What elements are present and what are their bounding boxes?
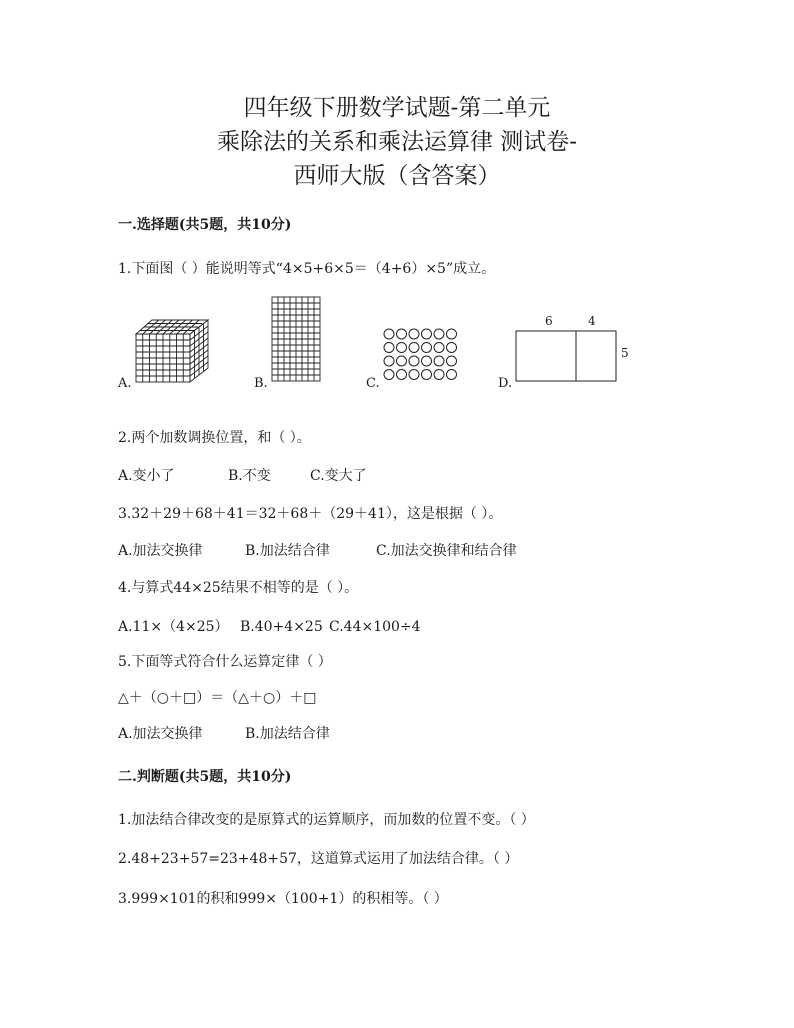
judge-item-1: 1.加法结合律改变的是原算式的运算顺序，而加数的位置不变。（ ） bbox=[118, 812, 535, 828]
q2-option-b: B.不变 bbox=[228, 468, 271, 484]
circle-mark bbox=[422, 343, 432, 353]
circle-mark bbox=[434, 329, 444, 339]
q1-text: 1.下面图（ ）能说明等式“4×5+6×5＝（4+6）×5”成立。 bbox=[118, 261, 496, 277]
q4-option-a: A.11×（4×25） bbox=[118, 619, 229, 635]
circle-mark bbox=[397, 356, 407, 366]
cube-grid-figure bbox=[134, 318, 212, 384]
q3-option-b: B.加法结合律 bbox=[245, 543, 330, 559]
circle-mark bbox=[384, 356, 394, 366]
q3-options bbox=[118, 540, 517, 560]
q5-options bbox=[118, 723, 330, 743]
judge-item-3: 3.999×101的积和999×（100+1）的积相等。（ ） bbox=[118, 891, 448, 907]
circle-mark bbox=[422, 356, 432, 366]
circle-mark bbox=[434, 343, 444, 353]
circle-mark bbox=[422, 329, 432, 339]
q2-option-c: C.变大了 bbox=[310, 468, 367, 484]
circles-array-figure bbox=[383, 328, 461, 384]
circle-mark bbox=[447, 370, 457, 380]
q3-option-a: A.加法交换律 bbox=[118, 543, 203, 559]
q4-option-b: B.40+4×25 bbox=[240, 619, 323, 635]
section-1-heading: 一.选择题(共5题，共10分) bbox=[118, 217, 292, 233]
q3-text: 3.32＋29＋68＋41＝32＋68＋（29＋41），这是根据（ ）。 bbox=[118, 506, 503, 522]
section-2-heading: 二.判断题(共5题，共10分) bbox=[118, 769, 292, 785]
q1-option-c-label: C. bbox=[366, 376, 380, 391]
circle-mark bbox=[409, 356, 419, 366]
circle-mark bbox=[397, 343, 407, 353]
judge-item-2: 2.48+23+57=23+48+57，这道算式运用了加法结合律。（ ） bbox=[118, 851, 519, 867]
circle-mark bbox=[447, 329, 457, 339]
q5-text: 5.下面等式符合什么运算定律（ ） bbox=[118, 654, 332, 670]
rect-label-five: 5 bbox=[621, 346, 629, 360]
title-line-2: 乘除法的关系和乘法运算律 测试卷- bbox=[216, 129, 578, 155]
q5-option-a: A.加法交换律 bbox=[118, 726, 203, 742]
circle-mark bbox=[384, 329, 394, 339]
rect-label-six: 6 bbox=[545, 314, 553, 328]
circle-mark bbox=[447, 356, 457, 366]
q1-option-d-label: D. bbox=[498, 376, 513, 391]
q1-option-b-label: B. bbox=[254, 376, 268, 391]
q4-text: 4.与算式44×25结果不相等的是（ ）。 bbox=[118, 580, 359, 596]
circle-mark bbox=[447, 343, 457, 353]
circle-mark bbox=[409, 370, 419, 380]
q2-options bbox=[118, 465, 367, 485]
q5-option-b: B.加法结合律 bbox=[245, 726, 330, 742]
circle-mark bbox=[422, 370, 432, 380]
q1-option-a-label: A. bbox=[118, 376, 132, 391]
circle-mark bbox=[397, 370, 407, 380]
rect-label-four: 4 bbox=[588, 314, 596, 328]
circle-mark bbox=[397, 329, 407, 339]
circle-mark bbox=[409, 343, 419, 353]
q4-option-c: C.44×100÷4 bbox=[329, 619, 421, 635]
q2-text: 2.两个加数调换位置，和（ ）。 bbox=[118, 430, 311, 446]
q5-equation: △＋（○＋□）＝（△＋○）＋□ bbox=[118, 690, 317, 706]
rectangle-area-figure bbox=[513, 314, 633, 384]
square-grid-figure bbox=[271, 296, 321, 382]
circle-mark bbox=[434, 356, 444, 366]
title-line-3: 西师大版（含答案） bbox=[293, 163, 501, 189]
q2-option-a: A.变小了 bbox=[118, 468, 175, 484]
circle-mark bbox=[384, 370, 394, 380]
circle-mark bbox=[409, 329, 419, 339]
q4-options bbox=[118, 616, 421, 636]
circle-mark bbox=[434, 370, 444, 380]
circle-mark bbox=[384, 343, 394, 353]
q3-option-c: C.加法交换律和结合律 bbox=[376, 543, 517, 559]
title-line-1: 四年级下册数学试题-第二单元 bbox=[243, 95, 551, 121]
